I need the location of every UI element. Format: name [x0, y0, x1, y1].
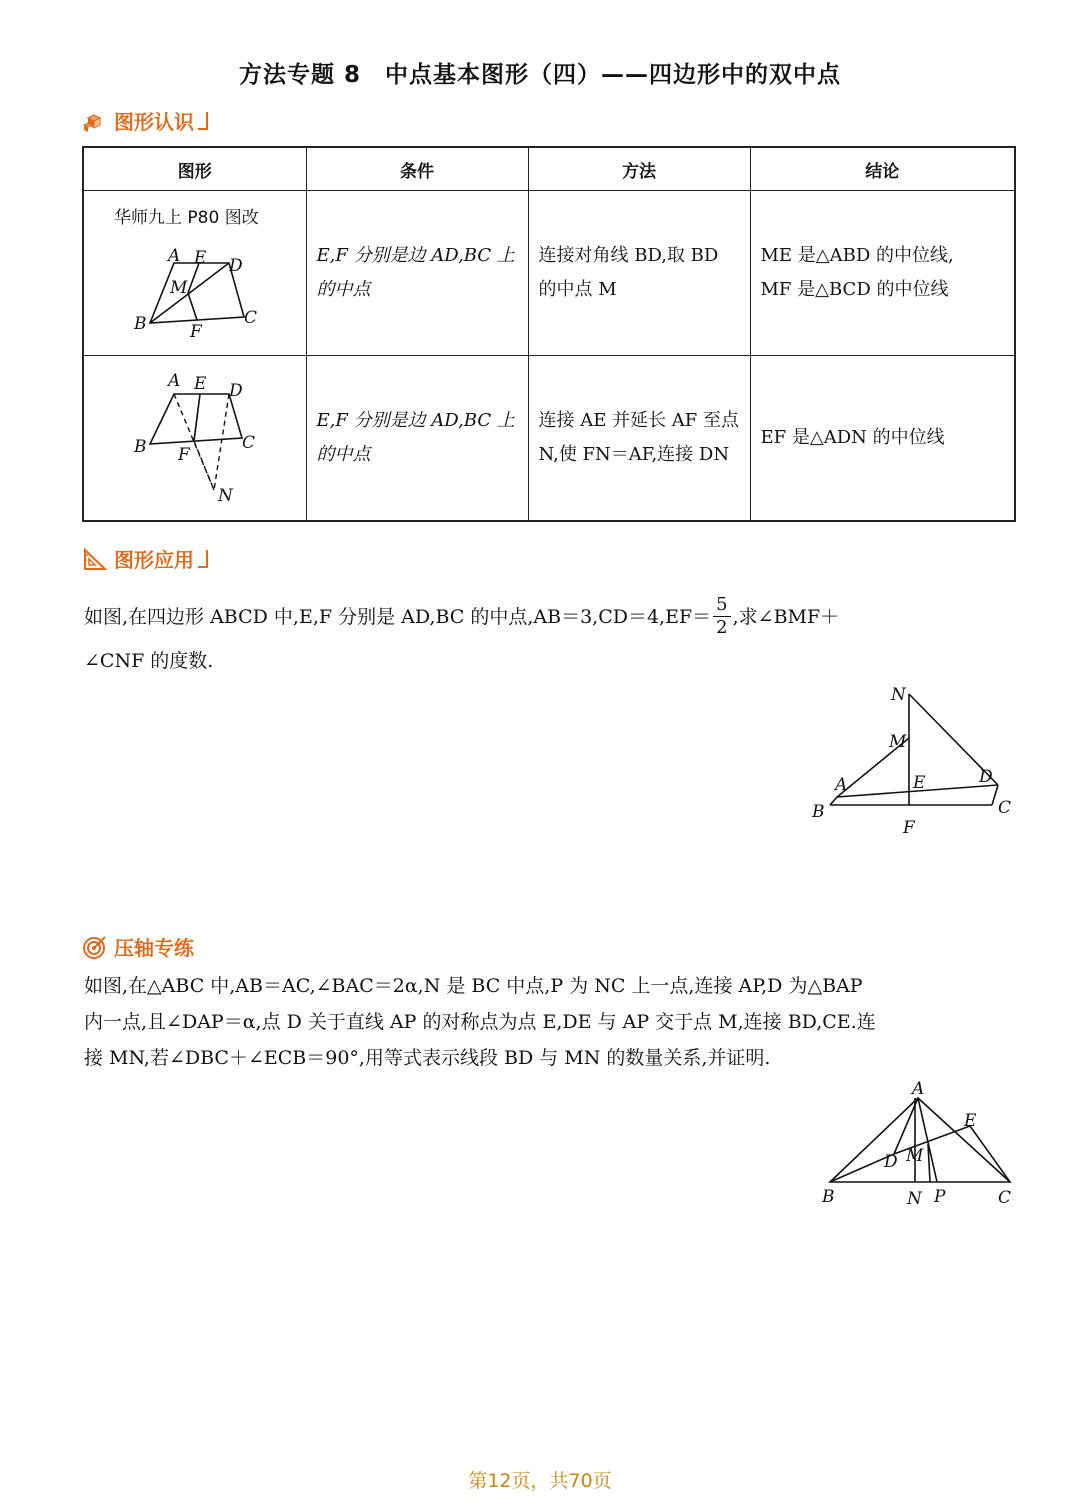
- label-M: M: [170, 278, 188, 298]
- problem-1-text-after: ,求∠BMF＋: [732, 605, 840, 628]
- label-E: E: [913, 773, 926, 793]
- section-recognition-label: 图形认识: [114, 110, 194, 134]
- table-row: [83, 191, 1015, 356]
- method-text: 连接 AE 并延长 AF 至点 N,使 FN＝AF,连接 DN: [538, 410, 740, 465]
- table-header-row: [83, 147, 1015, 191]
- problem-2-line: 接 MN,若∠DBC＋∠ECB＝90°,用等式表示线段 BD 与 MN 的数量关系,并证明.: [84, 1047, 771, 1069]
- figure-cell-2: [83, 356, 306, 522]
- section-practice-label: 压轴专练: [114, 936, 194, 960]
- condition-cell-1: [306, 191, 528, 356]
- method-text: 连接对角线 BD,取 BD 的中点 M: [538, 245, 719, 300]
- section-recognition-header: [82, 106, 208, 135]
- problem-2-line: 内一点,且∠DAP＝α,点 D 关于直线 AP 的对称点为点 E,DE 与 AP 交于点 M,连接 BD,CE.连: [84, 1011, 876, 1033]
- label-D: D: [979, 767, 993, 787]
- label-B: B: [134, 314, 147, 334]
- section-practice-header: [82, 932, 194, 961]
- section-application-label: 图形应用: [114, 548, 194, 572]
- method-table: [82, 146, 1016, 522]
- problem-2-figure: [810, 1078, 1025, 1213]
- cubes-icon: [82, 108, 108, 134]
- method-cell-2: [528, 356, 750, 522]
- header-figure: 图形: [83, 147, 306, 191]
- label-M: M: [906, 1146, 924, 1166]
- label-D: D: [884, 1152, 898, 1172]
- problem-1-figure: [805, 680, 1025, 840]
- header-conclusion: 结论: [750, 147, 1015, 191]
- conclusion-cell-2: [750, 356, 1015, 522]
- label-A: A: [835, 775, 848, 795]
- label-D: D: [229, 381, 243, 401]
- fraction-numerator: 5: [716, 594, 728, 615]
- fraction-5-2: [713, 594, 730, 639]
- label-C: C: [998, 1188, 1012, 1208]
- label-F: F: [903, 818, 915, 838]
- label-M: M: [889, 732, 907, 752]
- label-F: F: [190, 322, 202, 342]
- label-A: A: [912, 1079, 925, 1099]
- label-C: C: [242, 433, 256, 453]
- fraction-denominator: 2: [713, 616, 730, 639]
- label-P: P: [934, 1187, 946, 1207]
- label-D: D: [229, 256, 243, 276]
- label-N: N: [907, 1189, 922, 1209]
- conclusion-line: MF 是△BCD 的中位线: [760, 279, 949, 300]
- figure-cell-1: [83, 191, 306, 356]
- label-E: E: [194, 374, 207, 394]
- problem-1-text: 如图,在四边形 ABCD 中,E,F 分别是 AD,BC 的中点,AB＝3,CD＝4,EF＝: [84, 605, 712, 628]
- header-method: 方法: [528, 147, 750, 191]
- label-A: A: [168, 371, 181, 391]
- page-footer: 第12页，共70页: [468, 1470, 612, 1492]
- conclusion-line: ME 是△ABD 的中位线,: [760, 245, 954, 266]
- section-application-header: [82, 544, 208, 573]
- problem-2-line: 如图,在△ABC 中,AB＝AC,∠BAC＝2α,N 是 BC 中点,P 为 NC 上一点,连接 AP,D 为△BAP: [84, 975, 863, 997]
- problem-2: [84, 968, 1014, 1076]
- label-E: E: [194, 248, 207, 268]
- table-row: [83, 356, 1015, 522]
- header-condition: 条件: [306, 147, 528, 191]
- label-C: C: [998, 798, 1012, 818]
- label-C: C: [244, 308, 258, 328]
- condition-cell-2: [306, 356, 528, 522]
- problem-1-line-2: ∠CNF 的度数.: [84, 650, 214, 672]
- method-cell-1: [528, 191, 750, 356]
- page-title: 方法专题 8 中点基本图形（四）——四边形中的双中点: [238, 62, 841, 88]
- label-B: B: [134, 437, 147, 457]
- target-icon: [82, 934, 108, 960]
- conclusion-line: EF 是△ADN 的中位线: [760, 427, 945, 448]
- conclusion-cell-1: [750, 191, 1015, 356]
- label-B: B: [822, 1187, 835, 1207]
- label-E: E: [964, 1111, 977, 1131]
- set-square-icon: [82, 546, 108, 572]
- label-N: N: [891, 685, 906, 705]
- figure-caption: 华师九上 P80 图改: [114, 208, 259, 228]
- label-B: B: [812, 802, 825, 822]
- label-N: N: [218, 486, 233, 506]
- condition-text: E,F 分别是边 AD,BC 上的中点: [316, 245, 515, 300]
- label-F: F: [178, 445, 190, 465]
- problem-1: [84, 594, 1014, 679]
- label-A: A: [168, 246, 181, 266]
- quadrilateral-figure-2: [84, 356, 307, 520]
- condition-text: E,F 分别是边 AD,BC 上的中点: [316, 410, 515, 465]
